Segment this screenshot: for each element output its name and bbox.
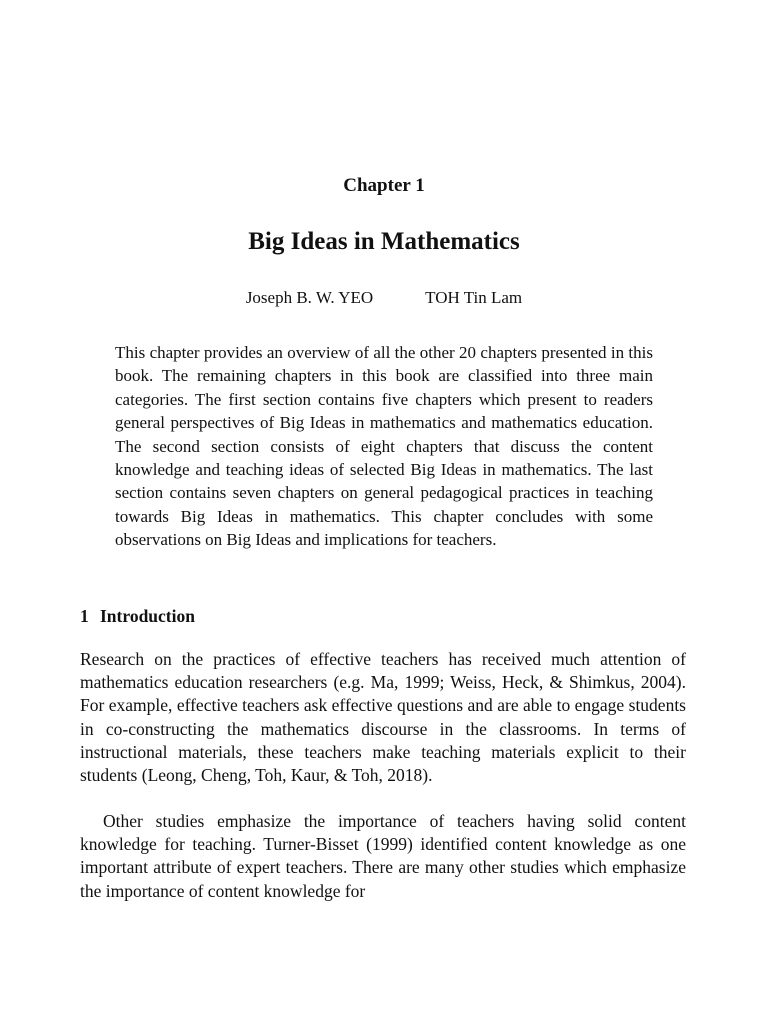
chapter-title: Big Ideas in Mathematics [248,228,520,255]
section-heading [80,605,195,627]
body-paragraph: Other studies emphasize the importance of teachers having solid content knowledge for teaching. Turner-Bisset (1999) identified content knowledge as one important attribute of expert teachers. There are many other studies which emphasize the importance of content knowledge for [80,811,686,901]
section-number: 1 [80,606,89,626]
abstract: This chapter provides an overview of all the other 20 chapters presented in this book. The remaining chapters in this book are classified into three main categories. The first section contains five chapters which present to readers general perspectives of Big Ideas in mathematics and mathematics education. The second section consists of eight chapters that discuss the content knowledge and teaching ideas of selected Big Ideas in mathematics. The last section contains seven chapters on general pedagogical practices in teaching towards Big Ideas in mathematics. This chapter concludes with some observations on Big Ideas and implications for teachers. [115,343,653,550]
chapter-label: Chapter 1 [343,175,425,196]
body-paragraph: Research on the practices of effective teachers has received much attention of mathematics education researchers (e.g. Ma, 1999; Weiss, Heck, & Shimkus, 2004). For example, effective teachers ask effective questions and are able to engage students in co-constructing the mathematics discourse in the classrooms. In terms of instructional materials, these teachers make teaching materials explicit to their students (Leong, Cheng, Toh, Kaur, & Toh, 2018). [80,649,686,786]
authors [0,287,768,309]
section-title: Introduction [100,606,195,626]
author-name: Joseph B. W. YEO [245,288,374,307]
author-name: TOH Tin Lam [425,288,523,307]
